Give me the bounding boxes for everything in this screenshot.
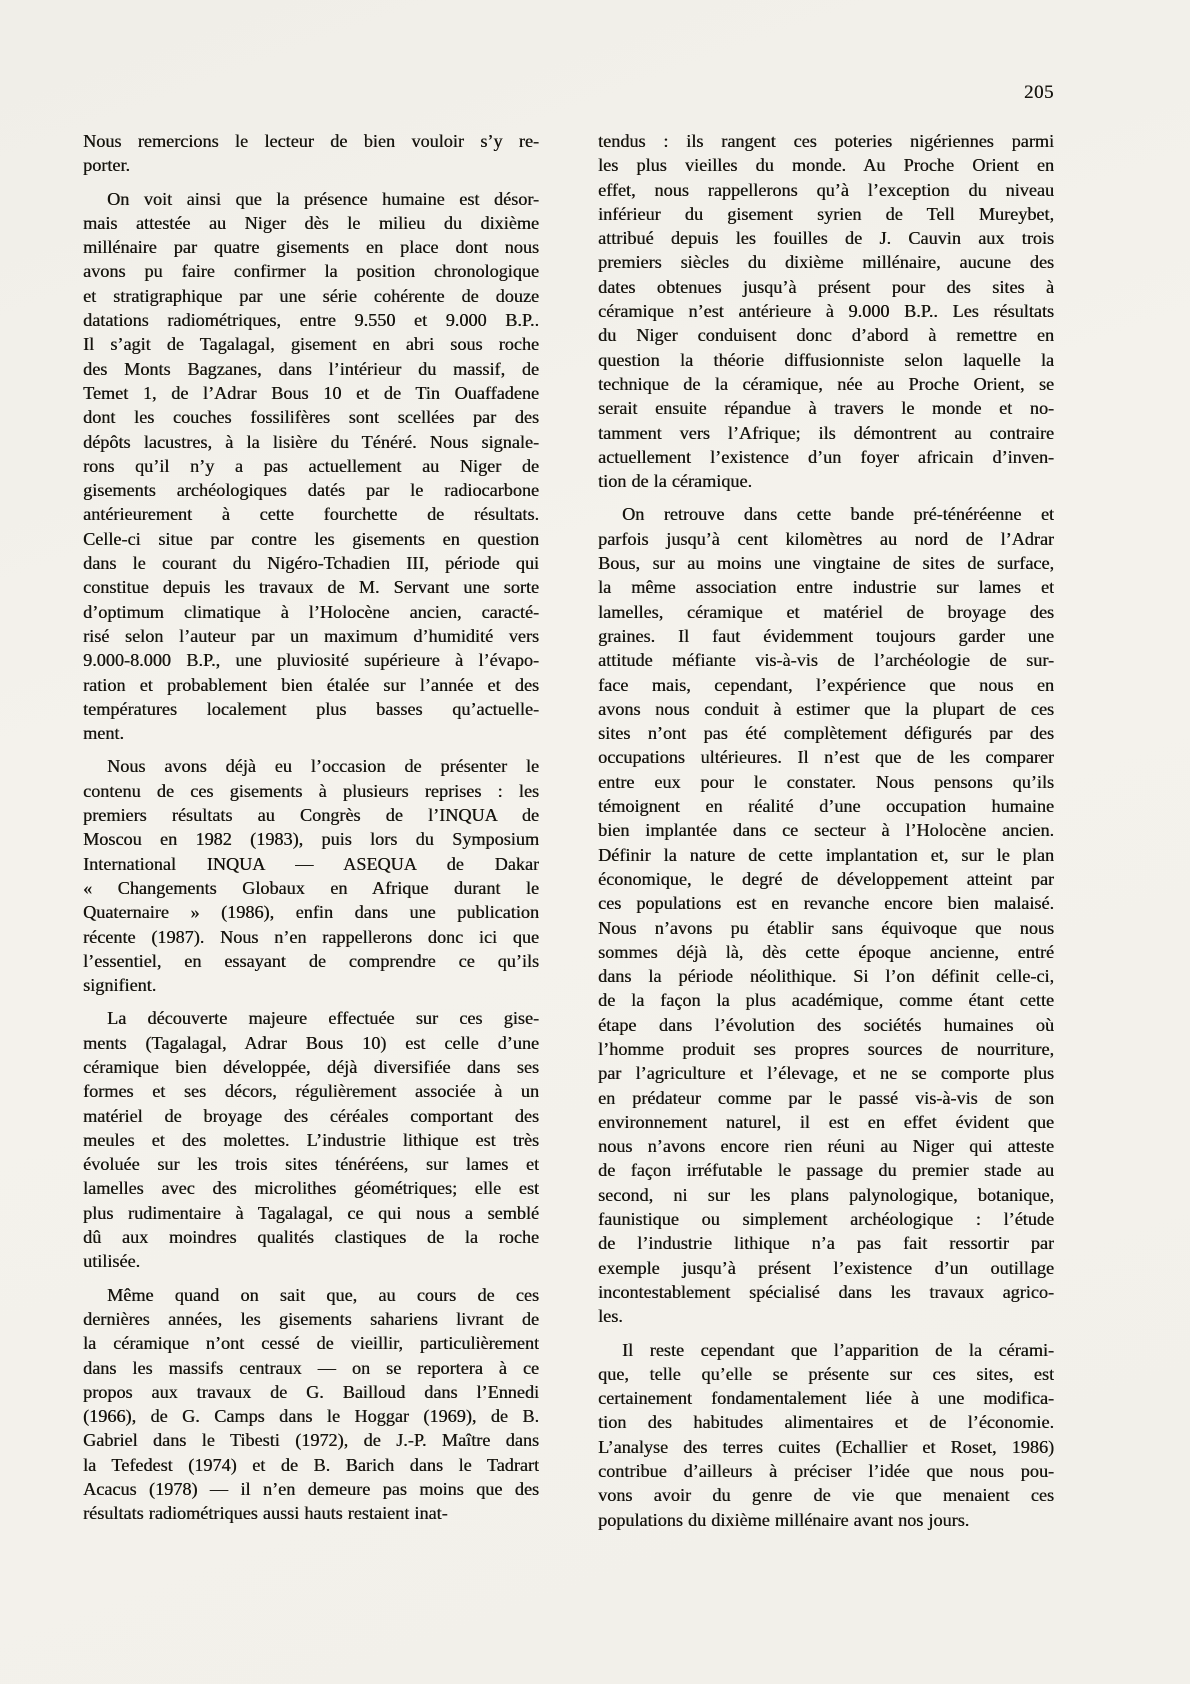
- text-line: ment.: [83, 723, 124, 744]
- text-line: économique, le degré de développement atteint par: [598, 868, 1054, 889]
- text-line: Nous n’avons pu établir sans équivoque que nous: [598, 917, 1054, 938]
- text-line: occupations ultérieures. Il n’est que de les comparer: [598, 747, 1054, 768]
- text-line: Il reste cependant que l’apparition de la cérami-: [622, 1339, 1054, 1360]
- right-column: [598, 129, 1054, 1532]
- text-line: Il s’agit de Tagalagal, gisement en abri sous roche: [83, 334, 539, 355]
- text-line: L’analyse des terres cuites (Echallier et Roset, 1986): [598, 1436, 1054, 1457]
- text-line: second, ni sur les plans palynologique, botanique,: [598, 1184, 1054, 1205]
- text-line: récente (1987). Nous n’en rappellerons donc ici que: [83, 926, 539, 947]
- paragraph: [83, 1006, 539, 1273]
- text-line: de la façon la plus académique, comme étant cette: [598, 990, 1054, 1011]
- text-line: la céramique n’ont cessé de vieillir, particulièrement: [83, 1333, 539, 1354]
- text-line: question la théorie diffusionniste selon laquelle la: [598, 349, 1054, 370]
- text-line: actuellement l’existence d’un foyer africain d’inven-: [598, 446, 1054, 467]
- text-line: dans la période néolithique. Si l’on définit celle-ci,: [598, 966, 1054, 987]
- text-line: « Changements Globaux en Afrique durant le: [83, 877, 539, 898]
- text-line: Celle-ci situe par contre les gisements en question: [83, 528, 539, 549]
- text-line: meules et des molettes. L’industrie lithique est très: [83, 1129, 539, 1150]
- text-line: face mais, cependant, l’expérience que nous en: [598, 674, 1054, 695]
- text-line: attitude méfiante vis-à-vis de l’archéologie de sur-: [598, 650, 1054, 671]
- text-line: l’homme produit ses propres sources de nourriture,: [598, 1038, 1054, 1059]
- text-line: témoignent en réalité d’une occupation humaine: [598, 796, 1054, 817]
- text-line: incontestablement spécialisé dans les travaux agrico-: [598, 1281, 1054, 1302]
- text-line: attribué depuis les fouilles de J. Cauvin aux trois: [598, 228, 1054, 249]
- text-line: dépôts lacustres, à la lisière du Ténéré. Nous signale-: [83, 431, 539, 452]
- text-line: porter.: [83, 155, 130, 176]
- text-line: Gabriel dans le Tibesti (1972), de J.-P. Maître dans: [83, 1430, 539, 1451]
- text-line: bien implantée dans ce secteur à l’Holocène ancien.: [598, 820, 1054, 841]
- text-line: tion de la céramique.: [598, 471, 753, 492]
- left-column: [83, 129, 539, 1532]
- paragraph: [83, 754, 539, 997]
- text-line: les.: [598, 1306, 623, 1327]
- text-line: tendus : ils rangent ces poteries nigériennes parmi: [598, 131, 1054, 151]
- text-line: les plus vieilles du monde. Au Proche Orient en: [598, 155, 1054, 176]
- text-line: International INQUA — ASEQUA de Dakar: [83, 853, 539, 874]
- text-line: du Niger conduisent donc d’abord à remettre en: [598, 325, 1054, 346]
- text-line: nous n’avons encore rien réuni au Niger qui atteste: [598, 1136, 1054, 1157]
- text-line: parfois jusqu’à cent kilomètres au nord de l’Adrar: [598, 528, 1054, 549]
- text-line: de façon irréfutable le passage du premier stade au: [598, 1160, 1054, 1181]
- text-line: Acacus (1978) — il n’en demeure pas moins que des: [83, 1479, 539, 1500]
- text-line: évoluée sur les trois sites ténéréens, sur lames et: [83, 1154, 539, 1175]
- text-line: faunistique ou simplement archéologique : l’étude: [598, 1209, 1054, 1230]
- text-line: sommes déjà là, dès cette époque ancienne, entré: [598, 941, 1054, 962]
- text-line: rons qu’il n’y a pas actuellement au Niger de: [83, 455, 539, 476]
- text-line: On retrouve dans cette bande pré-ténéréenne et: [622, 504, 1054, 525]
- text-line: Temet 1, de l’Adrar Bous 10 et de Tin Ouaffadene: [83, 382, 539, 403]
- page-number: 205: [1024, 82, 1054, 103]
- text-line: 9.000-8.000 B.P., une pluviosité supérieure à l’évapo-: [83, 650, 539, 671]
- paragraph: [83, 129, 539, 178]
- text-line: inférieur du gisement syrien de Tell Mureybet,: [598, 203, 1054, 224]
- text-line: lamelles, céramique et matériel de broyage des: [598, 601, 1054, 622]
- text-line: gisements archéologiques datés par le radiocarbone: [83, 480, 539, 501]
- text-line: utilisée.: [83, 1251, 141, 1272]
- text-line: contribue d’ailleurs à préciser l’idée que nous pou-: [598, 1461, 1054, 1482]
- text-line: contenu de ces gisements à plusieurs reprises : les: [83, 780, 539, 801]
- text-line: Quaternaire » (1986), enfin dans une publication: [83, 902, 539, 923]
- text-line: vons avoir du genre de vie que menaient ces: [598, 1485, 1054, 1506]
- text-line: dans le courant du Nigéro-Tchadien III, période qui: [83, 553, 539, 574]
- text-line: serait ensuite répandue à travers le monde et no-: [598, 398, 1054, 419]
- text-line: dû aux moindres qualités clastiques de la roche: [83, 1227, 539, 1248]
- text-line: céramique bien développée, déjà diversifiée dans ses: [83, 1056, 539, 1077]
- text-line: la Tefedest (1974) et de B. Barich dans le Tadrart: [83, 1454, 539, 1475]
- text-line: propos aux travaux de G. Bailloud dans l’Ennedi: [83, 1381, 539, 1402]
- text-line: Nous avons déjà eu l’occasion de présenter le: [107, 756, 539, 777]
- text-line: La découverte majeure effectuée sur ces gise-: [107, 1008, 539, 1029]
- text-line: premiers siècles du dixième millénaire, aucune des: [598, 252, 1054, 273]
- text-line: antérieurement à cette fourchette de résultats.: [83, 504, 539, 525]
- text-line: plus rudimentaire à Tagalagal, ce qui nous a semblé: [83, 1202, 539, 1223]
- paragraph: [598, 1338, 1054, 1532]
- text-line: matériel de broyage des céréales comportant des: [83, 1105, 539, 1126]
- text-line: On voit ainsi que la présence humaine est désor-: [107, 188, 539, 209]
- text-line: lamelles avec des microlithes géométriques; elle est: [83, 1178, 539, 1199]
- paragraph: [598, 502, 1054, 1328]
- text-line: la même association entre industrie sur lames et: [598, 577, 1054, 598]
- text-line: tamment vers l’Afrique; ils démontrent au contraire: [598, 422, 1054, 443]
- text-line: formes et ses décors, régulièrement associée à un: [83, 1081, 539, 1102]
- text-line: l’essentiel, en essayant de comprendre ce qu’ils: [83, 950, 539, 971]
- text-line: Bous, sur au moins une vingtaine de sites de surface,: [598, 553, 1054, 574]
- text-line: datations radiométriques, entre 9.550 et 9.000 B.P..: [83, 310, 539, 331]
- text-line: graines. Il faut évidemment toujours garder une: [598, 625, 1054, 646]
- text-line: ments (Tagalagal, Adrar Bous 10) est celle d’une: [83, 1032, 539, 1053]
- text-line: températures localement plus basses qu’actuelle-: [83, 698, 539, 719]
- text-line: résultats radiométriques aussi hauts restaient inat-: [83, 1503, 448, 1524]
- text-line: populations du dixième millénaire avant nos jours.: [598, 1509, 970, 1530]
- text-line: mais attestée au Niger dès le milieu du dixième: [83, 212, 539, 233]
- text-line: technique de la céramique, née au Proche Orient, se: [598, 373, 1054, 394]
- text-line: (1966), de G. Camps dans le Hoggar (1969), de B.: [83, 1406, 539, 1427]
- text-line: ces populations est en revanche encore bien malaisé.: [598, 893, 1054, 914]
- text-line: dates obtenues jusqu’à présent pour des sites à: [598, 276, 1054, 297]
- text-line: dans les massifs centraux — on se reportera à ce: [83, 1357, 539, 1378]
- text-line: certainement fondamentalement liée à une modifica-: [598, 1388, 1054, 1409]
- text-line: céramique n’est antérieure à 9.000 B.P.. Les résultats: [598, 301, 1054, 322]
- paragraph: [83, 1283, 539, 1526]
- text-line: effet, nous rappellerons qu’à l’exception du niveau: [598, 179, 1054, 200]
- text-line: constitue depuis les travaux de M. Servant une sorte: [83, 577, 539, 598]
- text-line: exemple jusqu’à présent l’existence d’un outillage: [598, 1257, 1054, 1278]
- text-line: Même quand on sait que, au cours de ces: [107, 1284, 539, 1305]
- text-line: Moscou en 1982 (1983), puis lors du Symposium: [83, 829, 539, 850]
- text-line: avons nous conduit à estimer que la plupart de ces: [598, 698, 1054, 719]
- text-line: étape dans l’évolution des sociétés humaines où: [598, 1014, 1054, 1035]
- text-line: de l’industrie lithique n’a pas fait ressortir par: [598, 1233, 1054, 1254]
- text-line: par l’agriculture et l’élevage, et ne se comporte plus: [598, 1063, 1054, 1084]
- paragraph: [83, 187, 539, 746]
- text-line: en prédateur comme par le passé vis-à-vis de son: [598, 1087, 1054, 1108]
- text-line: ration et probablement bien étalée sur l’année et des: [83, 674, 539, 695]
- text-line: entre eux pour le constater. Nous pensons qu’ils: [598, 771, 1054, 792]
- text-line: risé selon l’auteur par un maximum d’humidité vers: [83, 625, 539, 646]
- text-line: millénaire par quatre gisements en place dont nous: [83, 237, 539, 258]
- text-line: signifient.: [83, 975, 157, 996]
- paragraph: [598, 129, 1054, 493]
- text-line: Nous remercions le lecteur de bien vouloir s’y re-: [83, 131, 539, 151]
- text-line: sites n’ont pas été complètement défigurés par des: [598, 723, 1054, 744]
- text-line: avons pu faire confirmer la position chronologique: [83, 261, 539, 282]
- text-line: Définir la nature de cette implantation et, sur le plan: [598, 844, 1054, 865]
- text-line: d’optimum climatique à l’Holocène ancien, caracté-: [83, 601, 539, 622]
- text-line: tion des habitudes alimentaires et de l’économie.: [598, 1412, 1054, 1433]
- text-line: premiers résultats au Congrès de l’INQUA de: [83, 805, 539, 826]
- text-line: des Monts Bagzanes, dans l’intérieur du massif, de: [83, 358, 539, 379]
- text-columns: [83, 129, 1054, 1532]
- text-line: et stratigraphique par une série cohérente de douze: [83, 285, 539, 306]
- text-line: environnement naturel, il est en effet évident que: [598, 1111, 1054, 1132]
- text-line: dernières années, les gisements sahariens livrant de: [83, 1308, 539, 1329]
- text-line: dont les couches fossilifères sont scellées par des: [83, 407, 539, 428]
- text-line: que, telle qu’elle se présente sur ces sites, est: [598, 1363, 1054, 1384]
